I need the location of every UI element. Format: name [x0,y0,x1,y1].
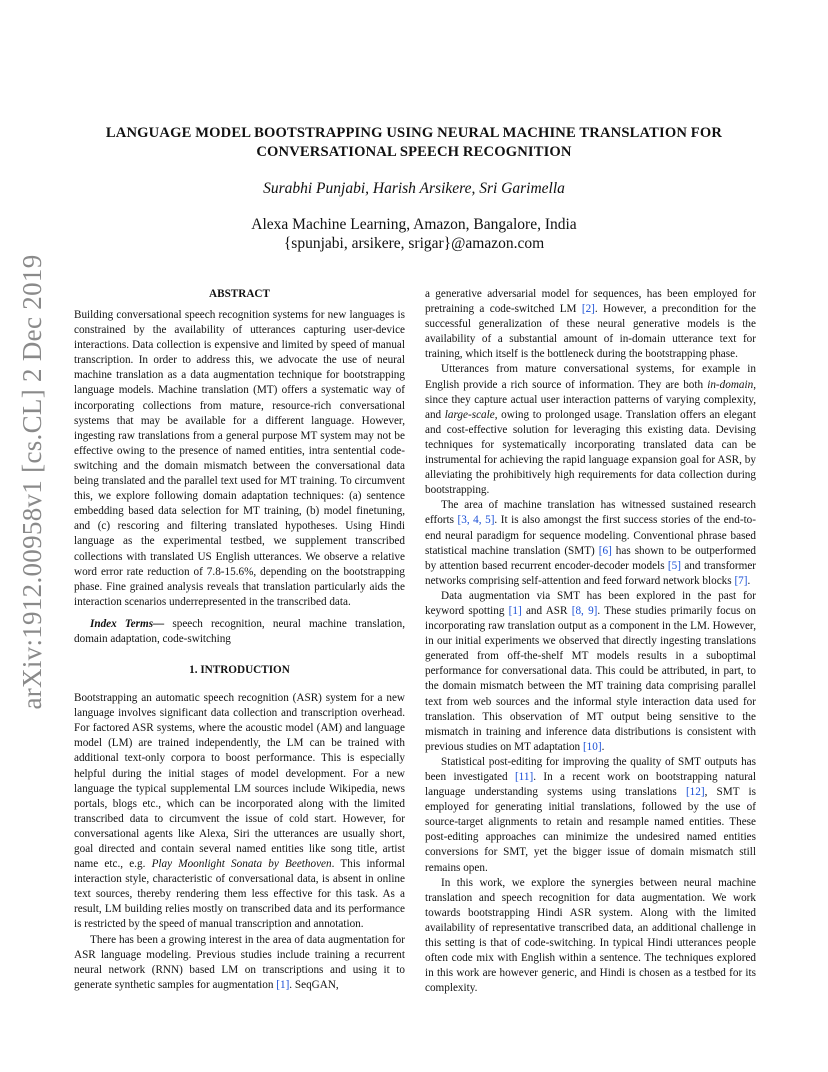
text-run: Bootstrapping an automatic speech recognition (ASR) system for a new language involves significant data collection and transcription overhead. For factored ASR systems, where the acoustic model (AM) and language model (LM) are trained independently, the LM can be trained with additional text-only corpora to boost performance. This is especially helpful during the initial stages of model development. For a new language the typical supplemental LM sources include Wikipedia, news portals, blogs etc., which can be incorporated along with the limited transcribed data to circumvent the issue of cold start. However, for conversational agents like Alexa, Siri the utterances are usually short, goal directed and contain several named entities like song title, artist name etc., e.g. [74,692,405,871]
citation-link[interactable]: [1] [508,604,522,617]
text-run: has shown to be outperformed by attention based recurrent encoder-decoder models [425,544,757,572]
citation-link[interactable]: [7] [734,574,748,587]
paragraph-post-editing [425,755,756,876]
text-run: a generative adversarial model for sequences, has been employed for pretraining a code-switched LM [425,288,756,316]
text-run: Utterances from mature conversational systems, for example in English provide a rich source of information. They are both [425,363,756,391]
paragraph-mature-systems [425,362,756,498]
text-run: and ASR [525,604,568,617]
index-terms-text: speech recognition, neural machine translation, domain adaptation, code-switching [74,617,405,645]
left-column [74,287,405,993]
text-run: Data augmentation via SMT has been explored in the past for keyword spotting [425,589,756,617]
text-run: , SMT is employed for generating initial translations, followed by the use of source-target alignments to retain and resample named entities. These post-editing approaches can minimize the undesired named entities conversions for SMT, yet the bigger issue of domain mismatch still remains open. [425,786,757,874]
text-run: Statistical post-editing for improving the quality of SMT outputs has been investigated [425,755,756,783]
text-run: . However, a precondition for the successful generalization of these neural generative models is the availability of a substantial amount of in-domain utterance text for training, which itself is the bottleneck during the bootstrapping phase. [425,303,756,361]
citation-link[interactable]: [5] [667,559,681,572]
text-run: The area of machine translation has witnessed sustained research efforts [425,499,756,527]
author-list: Surabhi Punjabi, Harish Arsikere, Sri Garimella [263,180,565,197]
abstract-text: Building conversational speech recognition systems for new languages is constrained by the availability of utterances capturing user-device interactions. Data collection is expensive and limited by speed of manual transcription. In order to address this, we advocate the use of neural machine translation as a data augmentation technique for bootstrapping language models. Machine translation (MT) offers a systematic way of incorporating collections from mature, resource-rich conversational systems that may be available for a different language. However, ingesting raw translations from a general purpose MT system may not be effective owing to the presence of named entities, intra sentential code-switching and the domain mismatch between the conversational data being translated and the parallel text used for MT training. To circumvent this, we explore following domain adaptation techniques: (a) sentence embedding based data selection for MT training, (b) model finetuning, and (c) rescoring and filtering translated hypotheses. Using Hindi language as the experimental testbed, we supplement transcribed collections with translated US English utterances. We observe a relative word error rate reduction of 7.8-15.6%, depending on the bootstrapping phase. Fine grained analysis reveals that translation particularly aids the interaction scenarios underrepresented in the transcribed data. [74,309,405,608]
text-run: and transformer networks comprising self-attention and feed forward network blocks [425,559,757,587]
text-run: , since they capture actual user interaction patterns of varying complexity, and [425,378,757,421]
citation-link[interactable]: [8, 9] [571,604,598,617]
emphasis: large-scale [444,408,495,421]
citation-link[interactable]: [11] [514,771,534,783]
title-line-2: CONVERSATIONAL SPEECH RECOGNITION [256,144,572,160]
index-terms [74,617,405,647]
paragraph-data-augmentation [425,589,756,755]
paragraph-machine-translation [425,498,756,589]
text-run: . It is also amongst the first success stories of the end-to-end neural paradigm for sequence modeling. Conventional phrase based statistical machine translation (SMT) [425,514,756,557]
citation-link[interactable]: [3, 4, 5] [457,514,495,527]
paragraph-this-work: In this work, we explore the synergies between neural machine translation and speech recognition for data augmentation. We work towards bootstrapping Hindi ASR system. Along with the limited availability of representative transcribed data, an additional challenge in this setting is that of code-switching. In typical Hindi utterances people often code mix with English within a sentence. The techniques explored in this work are however generic, and Hindi is chosen as a testbed for its complexity. [425,876,756,995]
abstract-heading: ABSTRACT [209,288,270,300]
right-column [425,287,756,996]
text-run: . This informal interaction style, characteristic of conversational data, is absent in online text sources, thereby rendering them less effective for this task. As a result, LM building relies mostly on transcribed data and its performance is restricted by the speed of manual transcription and annotation. [74,858,405,931]
citation-link[interactable]: [1] [276,978,290,991]
title-line-1: LANGUAGE MODEL BOOTSTRAPPING USING NEURAL MACHINE TRANSLATION FOR [105,125,723,141]
citation-link[interactable]: [6] [598,544,612,557]
citation-link[interactable]: [12] [685,786,705,799]
text-run: . [601,740,605,753]
intro-paragraph-1 [74,691,405,933]
text-run: There has been a growing interest in the area of data augmentation for ASR language modeling. Previous studies include training a recurrent neural network (RNN) based LM on transcriptions and using it to generate synthetic samples for augmentation [74,933,405,991]
text-run: . In a recent work on bootstrapping natural language understanding systems using translations [425,771,756,799]
affiliation [100,215,728,253]
intro-paragraph-2 [74,933,405,993]
intro-heading: 1. INTRODUCTION [189,664,290,677]
arxiv-stamp: arXiv:1912.00958v1 [cs.CL] 2 Dec 2019 [17,254,47,710]
paragraph-seqgan [425,287,756,362]
emphasis: in-domain [707,378,754,391]
affiliation-line: Alexa Machine Learning, Amazon, Bangalore, India [251,216,577,233]
text-run: . [747,574,751,587]
citation-link[interactable]: [2] [581,303,595,316]
citation-link[interactable]: [10] [582,740,602,753]
text-run: . These studies primarily focus on incorporating raw translation output as a component in the LM. However, in our initial experiments we observed that directly ingesting translations generated from off-the-shelf MT models results in a suboptimal performance for conversational data. This could be attributed, in part, to the domain mismatch between the MT training data comprising parallel text from web sources and the informal style interaction data used for translation. This observation of MT output being sensitive to the mismatch in training and inference data distributions is consistent with previous studies on MT adaptation [425,604,756,753]
author-emails: {spunjabi, arsikere, srigar}@amazon.com [283,235,545,252]
paper-title [60,124,768,162]
text-run: , owing to prolonged usage. Translation offers an elegant and cost-effective solution for leveraging this existing data. Devising techniques for systematically incorporating translated data can be instrumental for achieving the rapid language expansion goal for ASR, by alleviating the prohibitively high requirements for data collection during bootstrapping. [425,408,757,497]
index-terms-label: Index Terms— [90,617,165,630]
text-run: . SeqGAN, [289,978,339,991]
example-utterance: Play Moonlight Sonata by Beethoven [151,858,332,871]
